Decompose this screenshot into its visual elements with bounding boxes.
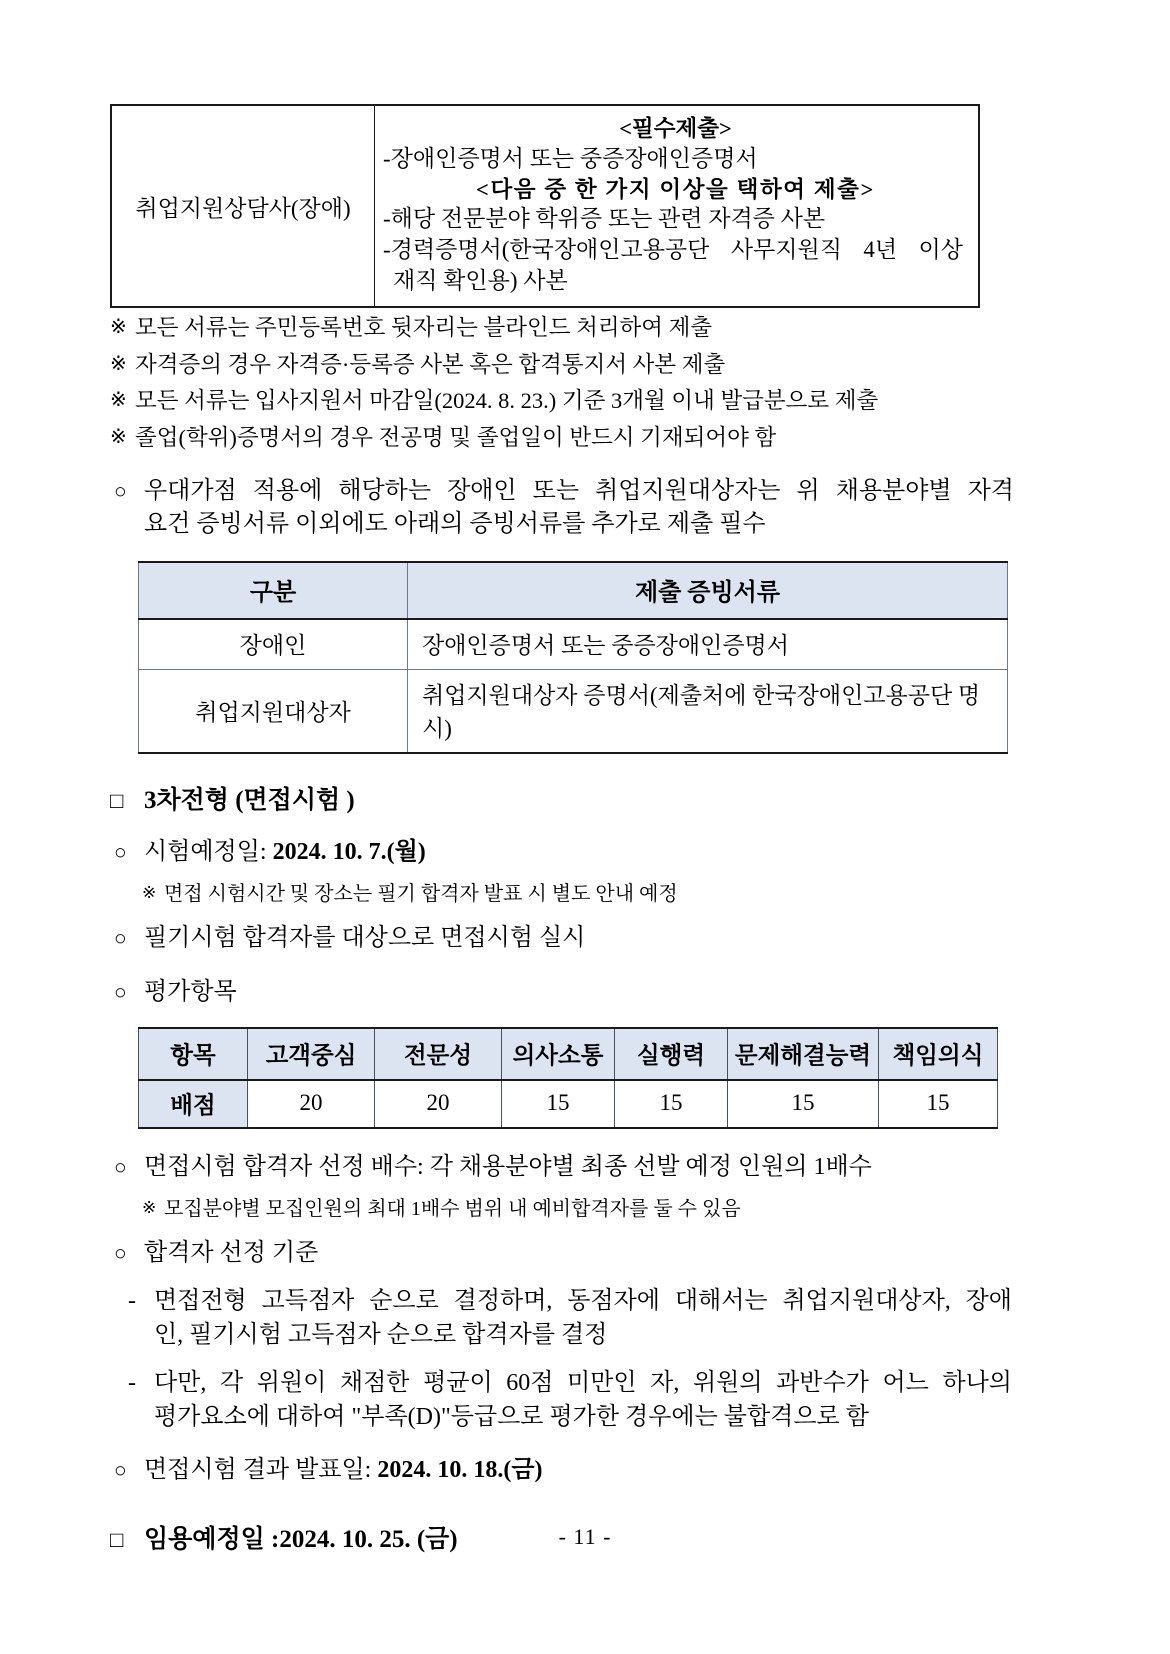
required-document-line-1: -장애인증명서 또는 중증장애인증명서: [383, 145, 758, 171]
column-header-communication: 의사소통: [502, 1028, 615, 1080]
documents-cell: 장애인증명서 또는 중증장애인증명서: [408, 619, 1008, 670]
score-customer-focus: 20: [248, 1080, 375, 1128]
table-header-row: [139, 562, 1008, 619]
column-header-customer-focus: 고객중심: [248, 1028, 375, 1080]
square-bullet-icon: □: [110, 788, 124, 814]
table-header-row: [139, 1028, 998, 1080]
circle-bullet-icon: ○: [114, 1240, 127, 1265]
circle-bullet-icon: ○: [114, 479, 127, 504]
circle-bullet-icon: ○: [114, 979, 127, 1004]
dash-bullet-icon: -: [128, 1287, 136, 1314]
stage3-heading: [110, 780, 1060, 816]
required-documents-table: [110, 104, 980, 308]
column-header-problem-solving: 문제해결능력: [728, 1028, 879, 1080]
exam-time-note: [110, 884, 1060, 904]
result-announcement-body: [144, 1454, 1060, 1487]
stage3-title: 3차전형 (면접시험 ): [144, 787, 355, 815]
choice-document-line-2: -경력증명서(한국장애인고용공단 사무지원직 4년 이상: [383, 237, 963, 262]
table-row: [139, 670, 1008, 754]
table-row: [139, 619, 1008, 670]
row-header-score: 배점: [139, 1080, 248, 1128]
exam-date-value: 2024. 10. 7.(월): [272, 839, 426, 866]
proof-documents-table: [138, 561, 1008, 754]
pass-multiplier-item: [110, 1151, 1060, 1184]
reserve-candidate-note: [110, 1199, 1060, 1219]
preference-bonus-line-2: 요건 증빙서류 이외에도 아래의 증빙서류를 추가로 제출 필수: [144, 511, 766, 538]
submission-notes: [110, 317, 1060, 449]
category-cell: 취업지원대상자: [139, 670, 408, 754]
circle-bullet-icon: ○: [114, 926, 127, 951]
score-responsibility: 15: [879, 1080, 998, 1128]
note-item: [110, 351, 1060, 377]
criteria-heading-item: [110, 1237, 1060, 1270]
reference-mark-icon: ※: [142, 883, 157, 903]
note-text: 모든 서류는 주민등록번호 뒷자리는 블라인드 처리하여 제출: [135, 315, 713, 341]
page-number: - 11 -: [558, 1524, 612, 1549]
column-header-responsibility: 책임의식: [879, 1028, 998, 1080]
exam-date-body: [144, 836, 1060, 869]
reference-mark-icon: ※: [110, 389, 127, 412]
documents-cell: 취업지원대상자 증명서(제출처에 한국장애인고용공단 명시): [408, 670, 1008, 754]
circle-bullet-icon: ○: [114, 840, 127, 865]
note-text: 졸업(학위)증명서의 경우 전공명 및 졸업일이 반드시 기재되어야 함: [135, 424, 777, 450]
score-execution: 15: [615, 1080, 728, 1128]
preference-bonus-item: [110, 475, 1060, 541]
reference-mark-icon: ※: [110, 316, 127, 339]
table-row: [139, 1080, 998, 1128]
criteria-item-2-body: [154, 1367, 1060, 1434]
reference-mark-icon: ※: [110, 352, 127, 375]
column-header-category: 구분: [139, 562, 408, 619]
criteria-item-2: [110, 1367, 1060, 1434]
score-problem-solving: 15: [728, 1080, 879, 1128]
criteria-item-2-line-1: 다만, 각 위원이 채점한 평균이 60점 미만인 자, 위원의 과반수가 어느 하나의: [154, 1370, 1012, 1397]
square-bullet-icon: □: [110, 1527, 124, 1553]
criteria-item-1-line-2: 인, 필기시험 고득점자 순으로 합격자를 결정: [154, 1321, 608, 1348]
column-header-item: 항목: [139, 1028, 248, 1080]
evaluation-score-table: [138, 1027, 998, 1129]
criteria-heading: 합격자 선정 기준: [144, 1239, 319, 1266]
result-announcement-label: 면접시험 결과 발표일:: [144, 1457, 378, 1484]
eval-items-heading-item: [110, 976, 1060, 1009]
reserve-candidate-note-text: 모집분야별 모집인원의 최대 1배수 범위 내 예비합격자를 둘 수 있음: [164, 1197, 741, 1220]
preference-bonus-line-1: 우대가점 적용에 해당하는 장애인 또는 취업지원대상자는 위 채용분야별 자격: [144, 478, 1014, 505]
note-text: 모든 서류는 입사지원서 마감일(2024. 8. 23.) 기준 3개월 이내 발급분으로 제출: [135, 388, 879, 414]
result-announcement-value: 2024. 10. 18.(금): [377, 1457, 543, 1484]
required-submit-heading: <필수제출>: [619, 116, 732, 141]
category-cell: 장애인: [139, 619, 408, 670]
exam-date-label: 시험예정일:: [144, 839, 273, 866]
interview-target-text: 필기시험 합격자를 대상으로 면접시험 실시: [144, 925, 586, 952]
criteria-item-2-line-2: 평가요소에 대하여 "부족(D)"등급으로 평가한 경우에는 불합격으로 함: [154, 1403, 869, 1430]
job-field-label: 취업지원상담사(장애): [111, 105, 375, 307]
required-documents-cell: [375, 105, 980, 307]
dash-bullet-icon: -: [128, 1370, 136, 1397]
table-row: [111, 105, 979, 307]
column-header-documents: 제출 증빙서류: [408, 562, 1008, 619]
eval-items-heading: 평가항목: [144, 978, 237, 1005]
criteria-item-1-line-1: 면접전형 고득점자 순으로 결정하며, 동점자에 대해서는 취업지원대상자, 장애: [154, 1287, 1012, 1314]
circle-bullet-icon: ○: [114, 1458, 127, 1483]
column-header-execution: 실행력: [615, 1028, 728, 1080]
criteria-item-1-body: [154, 1285, 1060, 1352]
interview-target-item: [110, 922, 1060, 955]
choice-document-line-2-cont: 재직 확인용) 사본: [393, 267, 568, 293]
note-text: 자격증의 경우 자격증·등록증 사본 혹은 합격통지서 사본 제출: [135, 351, 726, 377]
result-announcement-item: [110, 1454, 1060, 1487]
exam-date-item: [110, 836, 1060, 869]
note-item: [110, 317, 1060, 340]
appointment-label: 임용예정일 :: [144, 1526, 280, 1554]
score-communication: 15: [502, 1080, 615, 1128]
choice-document-line-1: -해당 전문분야 학위증 또는 관련 자격증 사본: [383, 206, 826, 232]
score-expertise: 20: [375, 1080, 502, 1128]
note-item: [110, 424, 1060, 450]
note-item: [110, 390, 1060, 413]
reference-mark-icon: ※: [110, 425, 127, 448]
appointment-value: 2024. 10. 25. (금): [279, 1526, 458, 1554]
reference-mark-icon: ※: [142, 1197, 157, 1217]
pass-multiplier-text: 면접시험 합격자 선정 배수: 각 채용분야별 최종 선발 예정 인원의 1배수: [144, 1153, 872, 1180]
criteria-item-1: [110, 1285, 1060, 1352]
choice-submit-heading: <다음 중 한 가지 이상을 택하여 제출>: [476, 176, 875, 202]
exam-time-note-text: 면접 시험시간 및 장소는 필기 합격자 발표 시 별도 안내 예정: [164, 883, 678, 906]
preference-bonus-body: [144, 475, 1060, 541]
circle-bullet-icon: ○: [114, 1154, 127, 1179]
column-header-expertise: 전문성: [375, 1028, 502, 1080]
